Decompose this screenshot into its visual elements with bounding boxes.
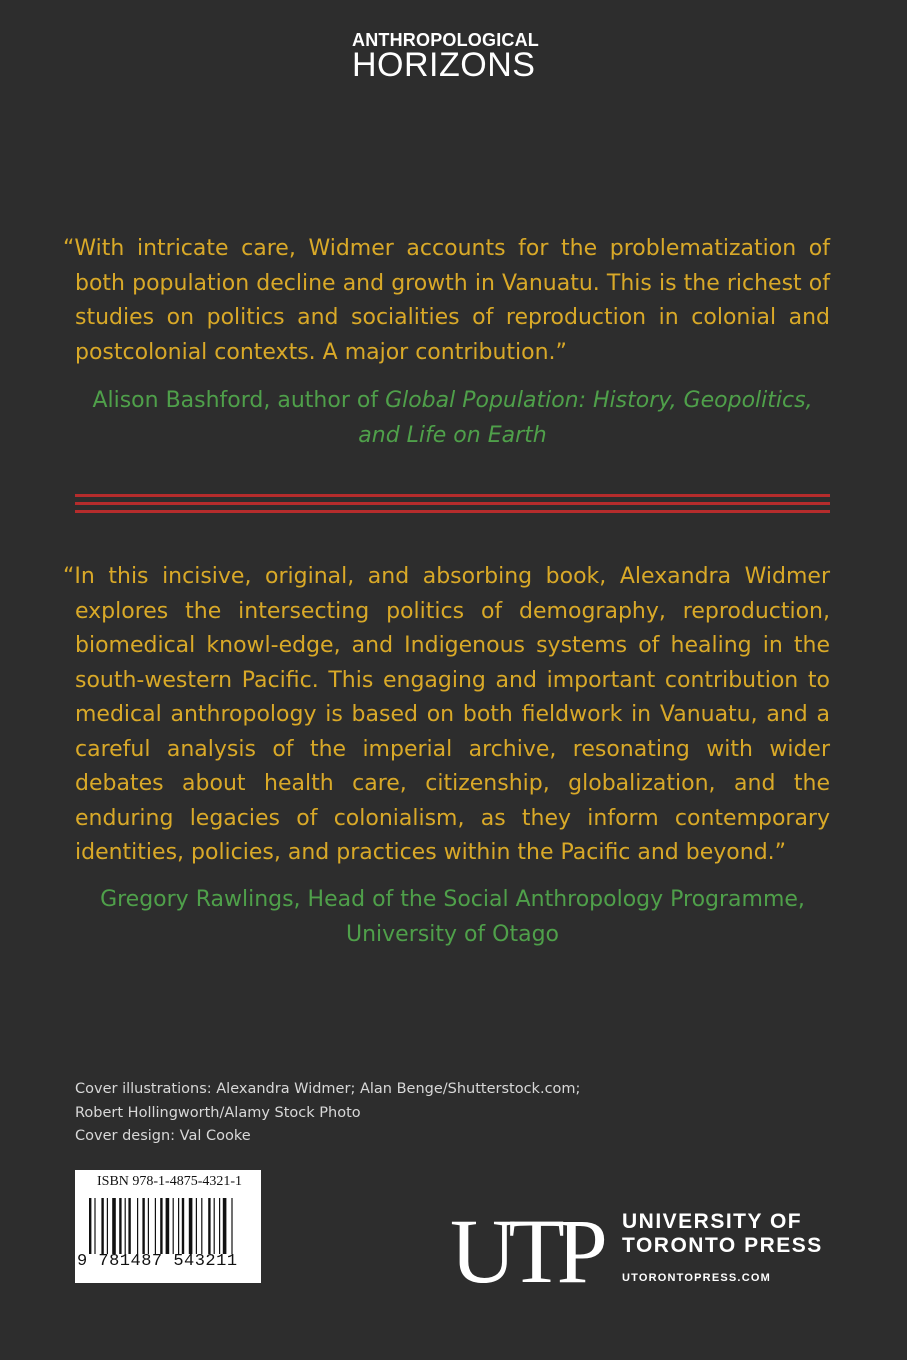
divider-rule [75, 494, 830, 497]
utp-logo-icon [450, 1210, 605, 1288]
divider-rules [75, 494, 830, 514]
attribution-book-title-1: Global Population: History, Geopolitics, and Life on Earth [358, 388, 813, 448]
publisher-name [622, 1210, 823, 1284]
publisher-url: UTORONTOPRESS.COM [622, 1272, 771, 1284]
publisher-line-2: TORONTO PRESS [622, 1234, 823, 1257]
attribution-author-1: Alison Bashford, author of [92, 388, 386, 413]
credit-line-design: Cover design: Val Cooke [75, 1128, 251, 1144]
isbn-label: ISBN 978-1-4875-4321-1 [97, 1174, 243, 1189]
series-logo [352, 30, 552, 84]
endorsement-quote-1: “With intricate care, Widmer accounts for the problematization of both population decline and growth in Vanuatu. This is the richest of studies on politics and socialities of reproduction in colonial and postcolonial contexts. A major contribution.” [63, 236, 830, 365]
credit-line-illustrations: Cover illustrations: Alexandra Widmer; Alan Benge/Shutterstock.com; [75, 1081, 581, 1097]
isbn-barcode [75, 1170, 261, 1283]
svg-text:UTP: UTP [450, 1210, 600, 1288]
divider-rule [75, 510, 830, 513]
attribution-line-2: University of Otago [345, 922, 560, 947]
endorsement-quote-2: “In this incisive, original, and absorbing book, Alexandra Widmer explores the intersecting politics of demography, reproduction, biomedical knowl-edge, and Indigenous systems of healing in the south-western Pacific. This engaging and important contribution to medical anthropology is based on both fieldwork in Vanuatu, and a careful analysis of the imperial archive, resonating with wider debates about health care, citizenship, globalization, and the enduring legacies of colonialism, as they inform contemporary identities, policies, and practices within the Pacific and beyond.” [63, 564, 830, 865]
endorsement-attribution-2 [75, 882, 830, 952]
publisher-line-1: UNIVERSITY OF [622, 1210, 803, 1233]
credit-line-photo: Robert Hollingworth/Alamy Stock Photo [75, 1104, 361, 1121]
attribution-line-1: Gregory Rawlings, Head of the Social Anthropology Programme, [100, 887, 805, 912]
cover-credits [75, 1078, 580, 1149]
barcode-digits: 9 781487 543211 [77, 1252, 238, 1271]
series-name-line1: ANTHROPOLOGICAL [352, 30, 539, 50]
series-name-line2: HORIZONS [352, 46, 536, 84]
barcode-icon [89, 1198, 249, 1254]
divider-rule [75, 502, 830, 505]
endorsement-attribution-1 [75, 383, 830, 453]
